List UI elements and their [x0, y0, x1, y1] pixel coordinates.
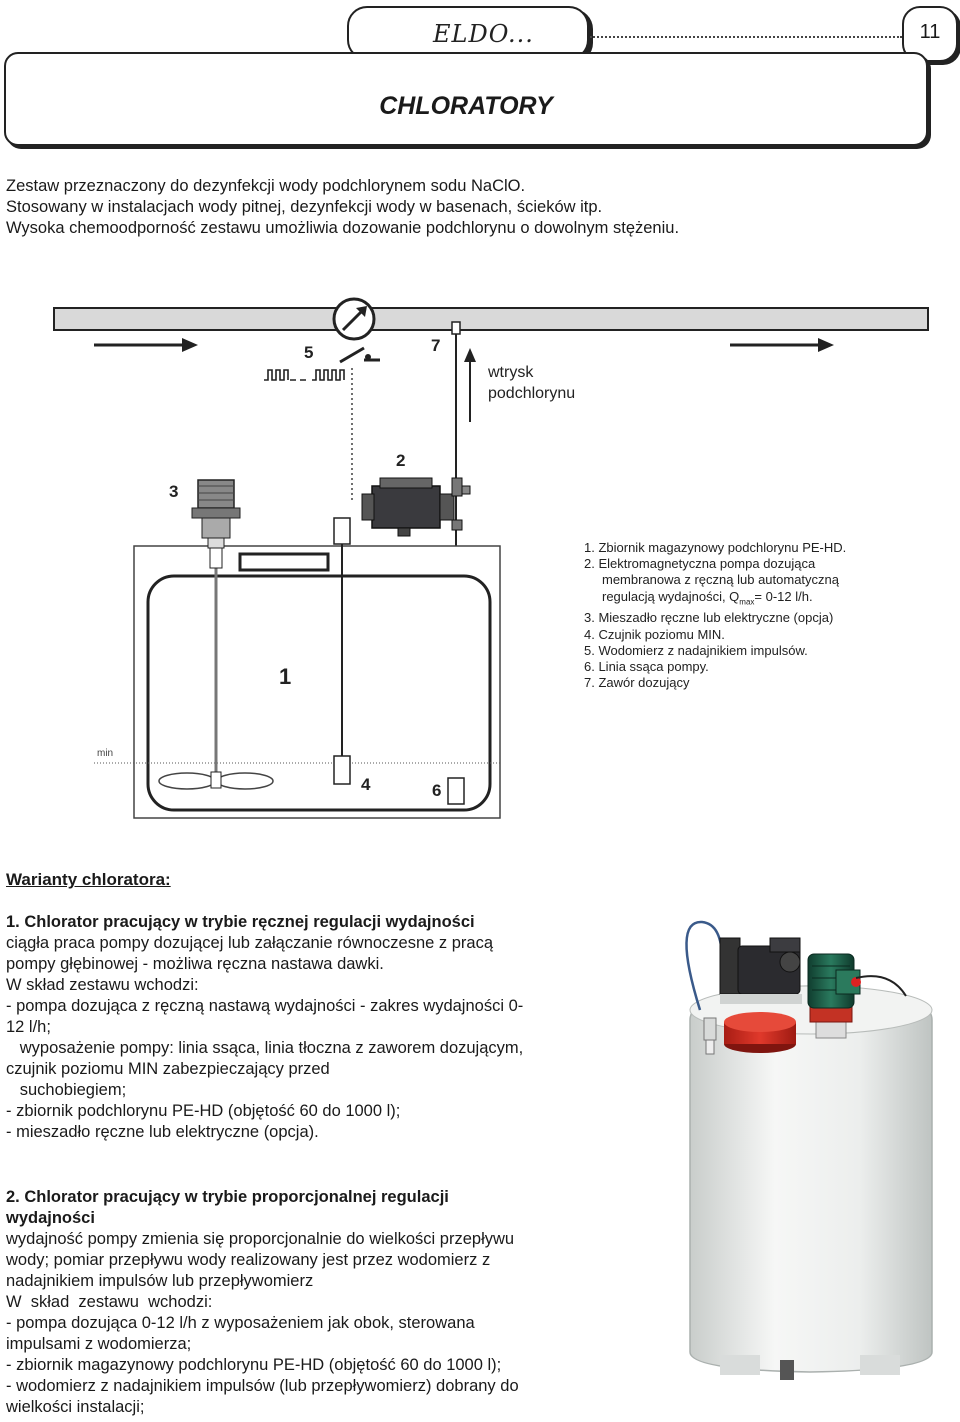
variant-1-title: 1. Chlorator pracujący w trybie ręcznej regulacji wydajności [6, 913, 475, 931]
header-dotted-leader [590, 36, 902, 38]
water-pipe [54, 308, 928, 330]
variant-2-line: wody; pomiar przepływu wody realizowany jest przez wodomierz z [6, 1251, 491, 1269]
legend-item: 5. Wodomierz z nadajnikiem impulsów. [584, 642, 808, 658]
min-label: min [97, 748, 114, 759]
label-4: 4 [361, 775, 371, 794]
dosing-pump-icon [362, 478, 470, 536]
variant-2-line: - pompa dozująca 0-12 l/h z wyposażeniem jak obok, sterowana [6, 1314, 475, 1332]
variant-2-line: W skład zestawu wchodzi: [6, 1293, 213, 1311]
injection-label-line1: wtrysk [488, 364, 534, 381]
chlorator-product-photo [660, 900, 960, 1422]
legend-item: 7. Zawór dozujący [584, 675, 690, 691]
variant-2-line: - wodomierz z nadajnikiem impulsów (lub przepływomierz) dobrany do [6, 1377, 519, 1395]
intro-text [6, 176, 906, 239]
variant-1-line: - pompa dozująca z ręczną nastawą wydajności - zakres wydajności 0- [6, 997, 524, 1015]
level-sensor-head [334, 518, 350, 544]
variant-1-line: W skład zestawu wchodzi: [6, 976, 199, 994]
variant-1-line: ciągła praca pompy dozującej lub załączanie równoczesne z pracą [6, 934, 494, 952]
header-brand: ELDO... [433, 20, 534, 48]
suction-foot [448, 778, 464, 804]
variant-1-line: - zbiornik podchlorynu PE-HD (objętość 60 do 1000 l); [6, 1102, 401, 1120]
variant-2-title: 2. Chlorator pracujący w trybie proporcjonalnej regulacji [6, 1188, 449, 1206]
variant-1-line: pompy głębinowej - możliwa ręczna nastawa dawki. [6, 955, 384, 973]
variant-1-line: suchobiegiem; [6, 1081, 127, 1099]
variant-1-line: czujnik poziomu MIN zabezpieczający przed [6, 1060, 330, 1078]
impulse-switch-icon [340, 348, 380, 362]
label-3: 3 [169, 482, 179, 501]
injection-label-line2: podchlorynu [488, 385, 576, 402]
legend-item: 1. Zbiornik magazynowy podchlorynu PE-HD. [584, 540, 847, 555]
tank-cap-icon [724, 1012, 796, 1053]
dosing-pump-icon [720, 938, 802, 1004]
variant-1-line: 12 l/h; [6, 1018, 51, 1036]
variant-2-line: impulsami z wodomierza; [6, 1335, 192, 1353]
flow-arrow-left [94, 338, 198, 352]
label-6: 6 [432, 781, 442, 800]
mixer-propeller-icon [159, 772, 273, 789]
label-5: 5 [304, 343, 314, 362]
legend-item: membranowa z ręczną lub automatyczną [602, 572, 840, 588]
title-box [4, 52, 928, 146]
variant-2-line: wydajność pompy zmienia się proporcjonalnie do wielkości przepływu [6, 1230, 515, 1248]
pulse-signal-icon [264, 370, 344, 380]
legend-item: 6. Linia ssąca pompy. [584, 659, 709, 675]
label-2: 2 [396, 451, 406, 470]
label-7: 7 [431, 336, 441, 355]
label-1: 1 [279, 664, 292, 689]
variant-2-line: nadajnikiem impulsów lub przepływomierz [6, 1272, 314, 1290]
variant-1-line: - mieszadło ręczne lub elektryczne (opcja). [6, 1123, 319, 1141]
variant-2-line: - zbiornik magazynowy podchlorynu PE-HD (objętość 60 do 1000 l); [6, 1356, 502, 1374]
legend-item: 4. Czujnik poziomu MIN. [584, 626, 725, 642]
intro-line: Wysoka chemoodporność zestawu umożliwia dozowanie podchlorynu o dowolnym stężeniu. [6, 219, 680, 237]
legend-item: regulacją wydajności, $Q_{max}= 0-12$ l/h. [602, 588, 813, 607]
legend-item: 3. Mieszadło ręczne lub elektryczne (opcja) [584, 610, 834, 626]
variant-2-title: wydajności [6, 1209, 95, 1227]
variants-heading: Warianty chloratora: [6, 870, 171, 889]
variant-2 [6, 1187, 606, 1418]
flow-arrow-right [730, 338, 834, 352]
legend-item: 2. Elektromagnetyczna pompa dozująca [584, 556, 816, 572]
legend [584, 540, 924, 691]
mixer-motor-icon [192, 480, 240, 548]
variant-1 [6, 912, 606, 1143]
intro-line: Stosowany w instalacjach wody pitnej, dezynfekcji wody w basenach, ścieków itp. [6, 198, 603, 216]
dosing-valve [452, 322, 460, 334]
intro-line: Zestaw przeznaczony do dezynfekcji wody podchlorynem sodu NaClO. [6, 177, 526, 195]
page-title: CHLORATORY [379, 92, 553, 120]
variant-2-line: wielkości instalacji; [6, 1398, 145, 1416]
water-meter-icon [334, 299, 374, 339]
tank-lid [240, 554, 328, 570]
level-sensor [334, 756, 350, 784]
page-number: 11 [919, 21, 941, 43]
variant-1-line: wyposażenie pompy: linia ssąca, linia tłoczna z zaworem dozującym, [6, 1039, 524, 1057]
